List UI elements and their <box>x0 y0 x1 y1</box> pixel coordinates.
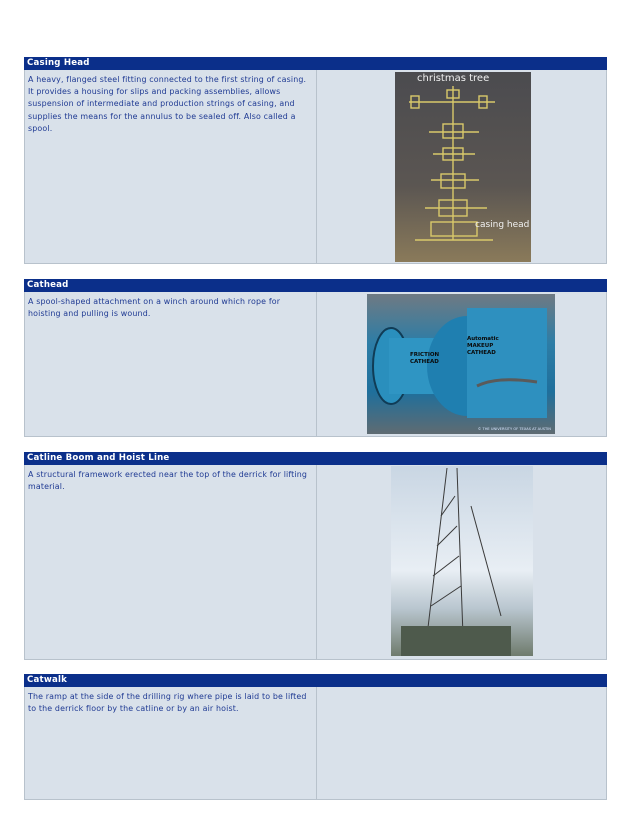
entry-title: Catline Boom and Hoist Line <box>24 452 607 465</box>
image-credit: © THE UNIVERSITY OF TEXAS AT AUSTIN <box>477 427 551 431</box>
entry-description: A heavy, flanged steel fitting connected to the first string of casing. It provides a housing for slips and packing assemblies, allows suspension of intermediate and production strings of casing, and supplies the means for the annulus to be sealed off. Also called a spool. <box>25 70 317 263</box>
entry-cathead <box>24 279 607 437</box>
cathead-drawing <box>367 294 555 434</box>
christmas-tree-photo <box>395 72 531 262</box>
cathead-photo <box>367 294 555 434</box>
entry-casing-head <box>24 57 607 264</box>
image-label: FRICTION CATHEAD <box>410 352 440 365</box>
image-label: casing head <box>475 220 530 230</box>
entry-title: Cathead <box>24 279 607 292</box>
christmas-tree-drawing <box>395 72 531 262</box>
image-cell <box>317 70 606 263</box>
image-cell <box>317 292 606 436</box>
entry-catwalk <box>24 674 607 800</box>
entry-description: A structural framework erected near the top of the derrick for lifting material. <box>25 465 317 659</box>
image-label: Automatic MAKEUP CATHEAD <box>467 336 499 356</box>
entry-catline-boom <box>24 452 607 660</box>
image-cell <box>317 687 606 799</box>
entry-description: A spool-shaped attachment on a winch around which rope for hoisting and pulling is wound. <box>25 292 317 436</box>
entry-title: Catwalk <box>24 674 607 687</box>
derrick-photo <box>391 466 533 656</box>
entry-description: The ramp at the side of the drilling rig where pipe is laid to be lifted to the derrick floor by the catline or by an air hoist. <box>25 687 317 799</box>
image-label: christmas tree <box>417 73 490 84</box>
entry-title: Casing Head <box>24 57 607 70</box>
image-cell <box>317 465 606 659</box>
derrick-drawing <box>391 466 533 656</box>
